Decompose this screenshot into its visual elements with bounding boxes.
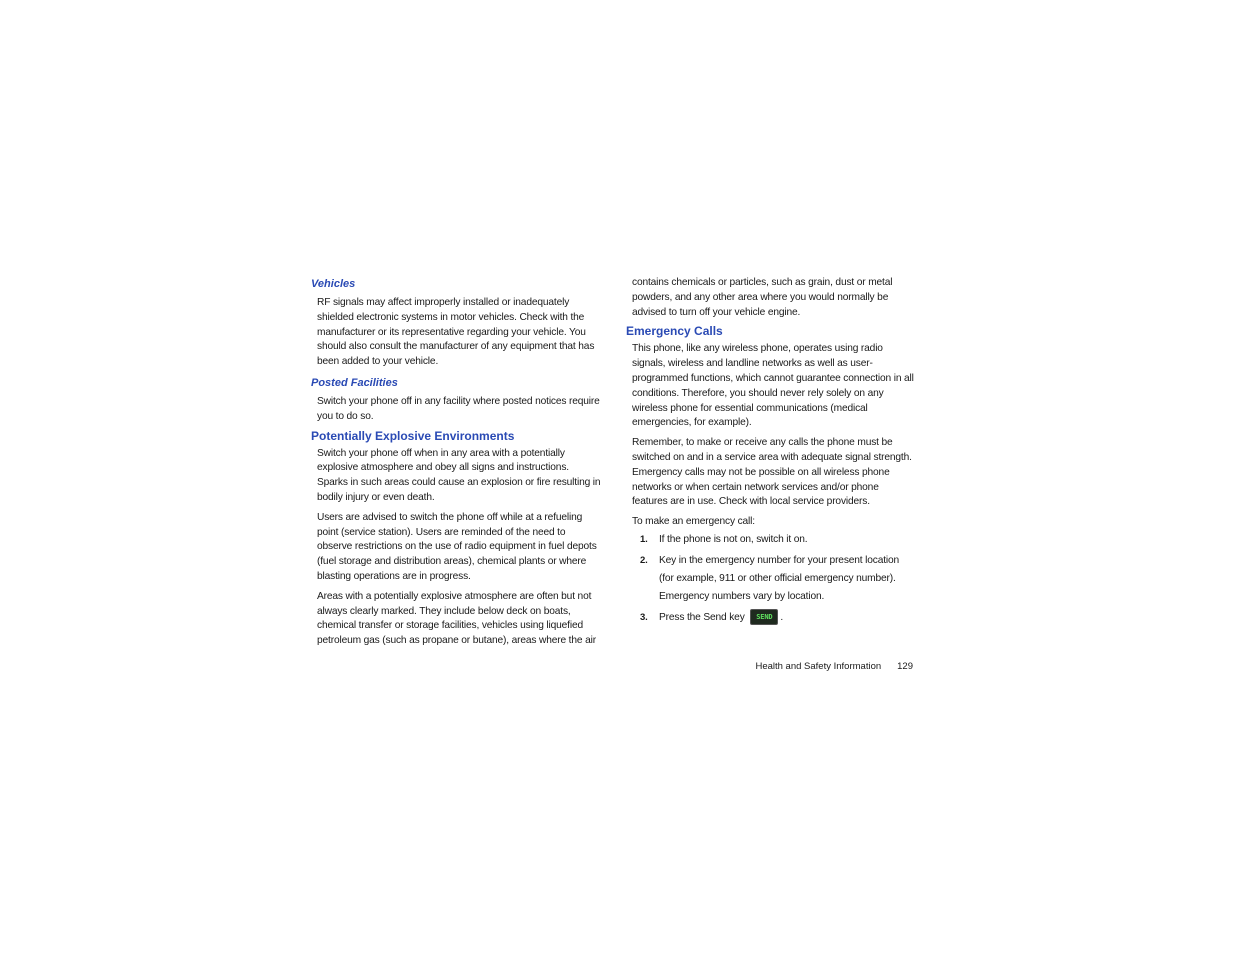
send-key-icon: SEND [750,609,778,625]
emergency-paragraph-2: Remember, to make or receive any calls the phone must be switched on and in a service area with adequate signal strength. Emergency calls may not be possible on all wireless phone networks or when certain network services and/or phone features are in use. Check with local service providers. [632,437,912,508]
right-column [626,276,916,627]
step-text: Press the Send key [659,611,745,623]
step-text: Key in the emergency number for your present location (for example, 911 or other official emergency number). Emergency numbers vary by location. [659,554,900,602]
step-text: If the phone is not on, switch it on. [659,533,808,545]
page-footer [600,661,913,672]
emergency-paragraph-1: This phone, like any wireless phone, operates using radio signals, wireless and landline networks as well as user-programmed functions, which cannot guarantee connection in all conditions. Therefore, you should never rely solely on any wireless phone for essential communications (medical emergencies, for example). [632,343,914,429]
posted-facilities-heading: Posted Facilities [311,376,398,389]
step-item [626,531,916,549]
left-column [311,276,601,649]
emergency-steps-list [626,531,916,627]
page-number: 129 [897,661,913,672]
step-item [626,609,916,627]
explosive-paragraph-3: Areas with a potentially explosive atmosphere are often but not always clearly marked. They include below deck on boats, chemical transfer or storage facilities, vehicles using liquefied petroleum gas (such as propane or butane), areas where the air [317,590,596,647]
footer-section-title: Health and Safety Information [755,661,882,672]
vehicles-paragraph: RF signals may affect improperly installed or inadequately shielded electronic systems in motor vehicles. Check with the manufacturer or its representative regarding your vehicle. You should also consult the manufacturer of any equipment that has been added to your vehicle. [317,297,595,368]
vehicles-heading: Vehicles [311,278,356,290]
step-item [626,552,916,606]
emergency-intro: To make an emergency call: [632,516,755,528]
step-suffix: . [780,611,784,623]
explosive-paragraph-1: Switch your phone off when in any area with a potentially explosive atmosphere and obey all signs and instructions. Sparks in such areas could cause an explosion or fire resulting in bodily injury or even death. [317,447,601,503]
step-number: 3. [640,611,648,623]
continued-paragraph: contains chemicals or particles, such as grain, dust or metal powders, and any other area where you would normally be advised to turn off your vehicle engine. [632,277,893,318]
explosive-environments-heading: Potentially Explosive Environments [311,428,515,443]
explosive-paragraph-2: Users are advised to switch the phone off while at a refueling point (service station). Users are reminded of the need to observe restrictions on the use of radio equipment in fuel depots (fuel storage and distribution areas), chemical plants or where blasting operations are in progress. [317,511,597,582]
emergency-calls-heading: Emergency Calls [626,324,723,339]
step-number: 1. [640,533,648,545]
step-number: 2. [640,554,648,566]
posted-facilities-paragraph: Switch your phone off in any facility where posted notices require you to do so. [317,395,600,422]
